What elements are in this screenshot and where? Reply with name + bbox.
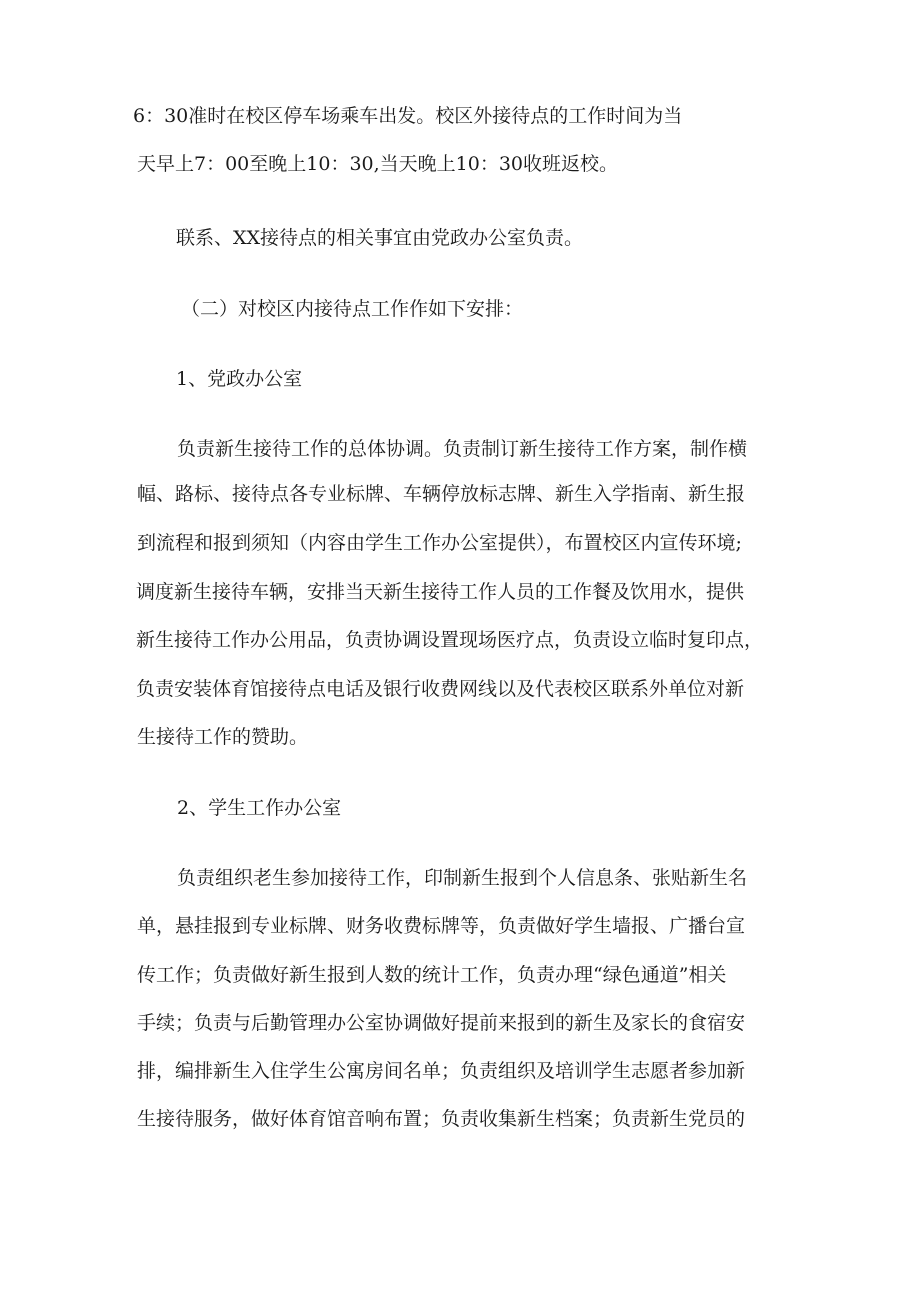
subsection-heading: 1、党政办公室 [176, 368, 303, 390]
text-line: 调度新生接待车辆，安排当天新生接待工作人员的工作餐及饮用水，提供 [136, 581, 745, 603]
text-line: 负责组织老生参加接待工作，印制新生报到个人信息条、张贴新生名 [177, 867, 748, 889]
text-line: 联系、XX接待点的相关事宜由党政办公室负责。 [176, 227, 584, 249]
text-line: 到流程和报到须知（内容由学生工作办公室提供），布置校区内宣传环境; [137, 532, 742, 554]
text-line: 6：30准时在校区停车场乘车出发。校区外接待点的工作时间为当 [133, 105, 683, 127]
text-line: 天早上7：00至晚上10：30,当天晚上10：30收班返校。 [137, 153, 619, 175]
text-line: 排，编排新生入住学生公寓房间名单；负责组织及培训学生志愿者参加新 [137, 1060, 746, 1082]
text-line: 生接待工作的赞助。 [137, 726, 309, 748]
text-line: 幅、路标、接待点各专业标牌、车辆停放标志牌、新生入学指南、新生报 [137, 483, 746, 505]
subsection-heading: 2、学生工作办公室 [177, 797, 342, 819]
text-line: 传工作；负责做好新生报到人数的统计工作，负责办理“绿色通道”相关 [137, 964, 727, 986]
text-line: 新生接待工作办公用品，负责协调设置现场医疗点，负责设立临时复印点， [136, 629, 764, 651]
text-line: 手续；负责与后勤管理办公室协调做好提前来报到的新生及家长的食宿安 [137, 1012, 746, 1034]
text-line: 生接待服务，做好体育馆音响布置；负责收集新生档案；负责新生党员的 [137, 1108, 746, 1130]
text-line: 单，悬挂报到专业标牌、财务收费标牌等，负责做好学生墙报、广播台宣 [137, 915, 746, 937]
text-line: 负责安装体育馆接待点电话及银行收费网线以及代表校区联系外单位对新 [136, 678, 745, 700]
text-line: 负责新生接待工作的总体协调。负责制订新生接待工作方案，制作横 [177, 438, 748, 460]
section-heading: （二）对校区内接待点工作作如下安排： [181, 298, 524, 320]
